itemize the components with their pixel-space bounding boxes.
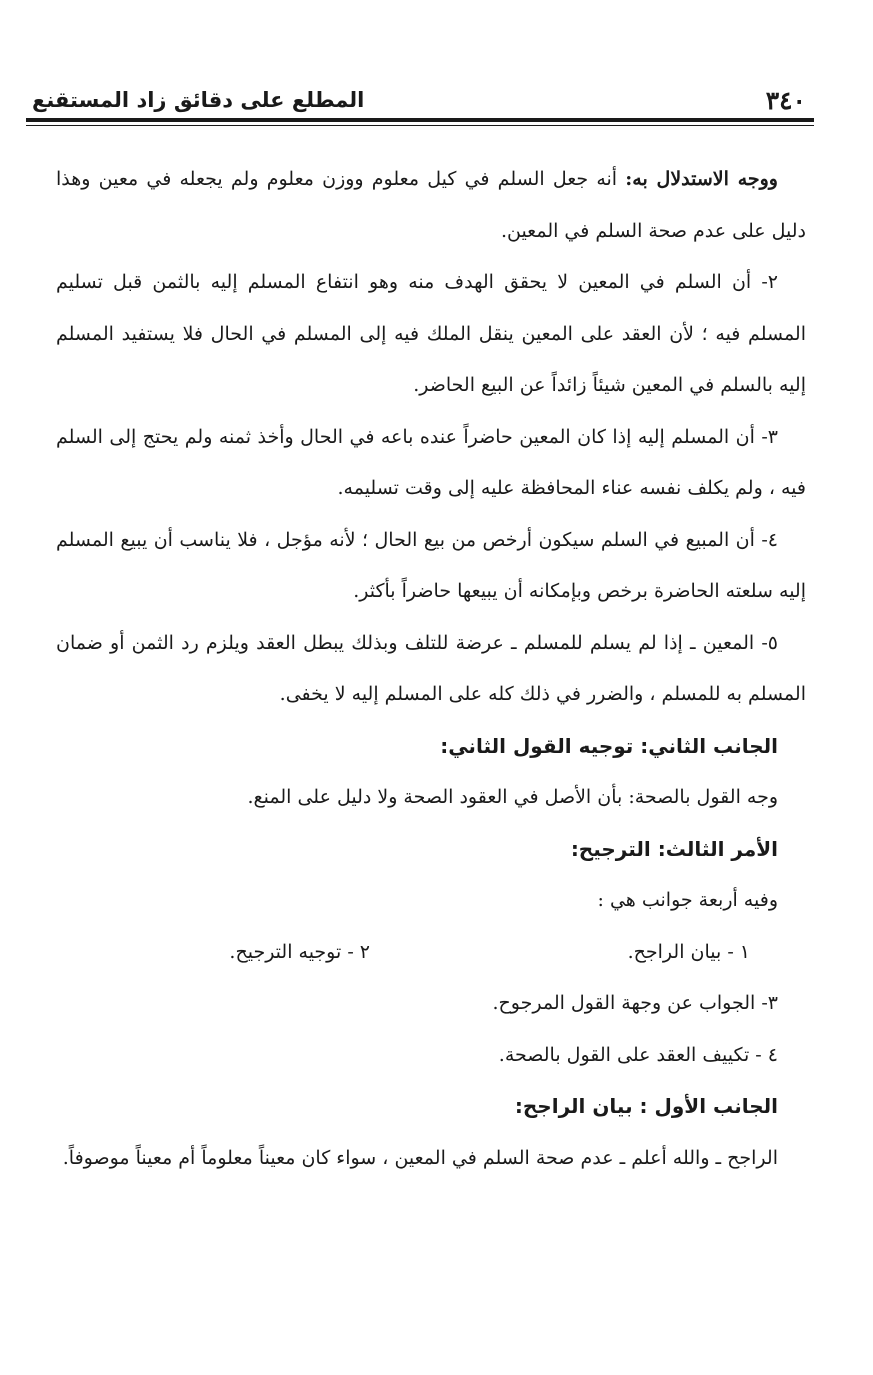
paragraph-point-2: ٢- أن السلم في المعين لا يحقق الهدف منه وهو انتفاع المسلم إليه بالثمن قبل تسليم المسلم فيه ؛ لأن العقد على المعين ينقل الملك فيه إلى المسلم في الحال فلا يستفيد المسلم إليه بالسلم في المعين شيئاً زائداً عن البيع الحاضر. [56,271,806,396]
heading-third-matter: الأمر الثالث: الترجيح: [570,836,778,861]
paragraph-point-3: ٣- أن المسلم إليه إذا كان المعين حاضراً عنده باعه في الحال وأخذ ثمنه ولم يحتج إلى السلم فيه ، ولم يكلف نفسه عناء المحافظة عليه إلى وقت تسليمه. [56,425,806,499]
evidence-text: أنه جعل السلم في كيل معلوم ووزن معلوم ولم يجعله في معين وهذا دليل على عدم صحة السلم في المعين. [56,168,806,242]
list-item-1: ١ - بيان الراجح. [627,940,750,963]
list-row-1-2 [56,927,806,979]
header-rule-thick [26,118,814,122]
list-item-4: ٤ - تكييف العقد على القول بالصحة. [498,1043,778,1066]
paragraph-point-4: ٤- أن المبيع في السلم سيكون أرخص من بيع الحال ؛ لأنه مؤجل ، فلا يناسب أن يبيع المسلم إليه سلعته الحاضرة برخص وبإمكانه أن يبيعها حاضراً بأكثر. [56,528,806,602]
header-rule-thin [26,125,814,126]
heading-first-aspect: الجانب الأول : بيان الراجح: [514,1094,778,1118]
paragraph-preferred: الراجح ـ والله أعلم ـ عدم صحة السلم في المعين ، سواء كان معيناً معلوماً أم معيناً موصوفاً. [62,1146,778,1169]
book-title: المطلع على دقائق زاد المستقنع [32,88,365,112]
heading-second-aspect: الجانب الثاني: توجيه القول الثاني: [440,733,778,758]
page-body [56,154,806,1184]
evidence-label: ووجه الاستدلال به: [625,168,778,190]
paragraph-validity: وجه القول بالصحة: بأن الأصل في العقود الصحة ولا دليل على المنع. [247,786,778,808]
page-header [26,82,814,120]
paragraph-evidence [56,154,806,257]
paragraph-four-aspects: وفيه أربعة جوانب هي : [597,889,778,911]
list-item-2: ٢ - توجيه الترجيح. [229,940,370,963]
page-number: ٣٤٠ [765,86,806,115]
paragraph-point-5: ٥- المعين ـ إذا لم يسلم للمسلم ـ عرضة للتلف وبذلك يبطل العقد ويلزم رد الثمن أو ضمان المسلم به للمسلم ، والضرر في ذلك كله على المسلم إليه لا يخفى. [56,631,806,705]
list-item-3: ٣- الجواب عن وجهة القول المرجوح. [492,992,778,1014]
